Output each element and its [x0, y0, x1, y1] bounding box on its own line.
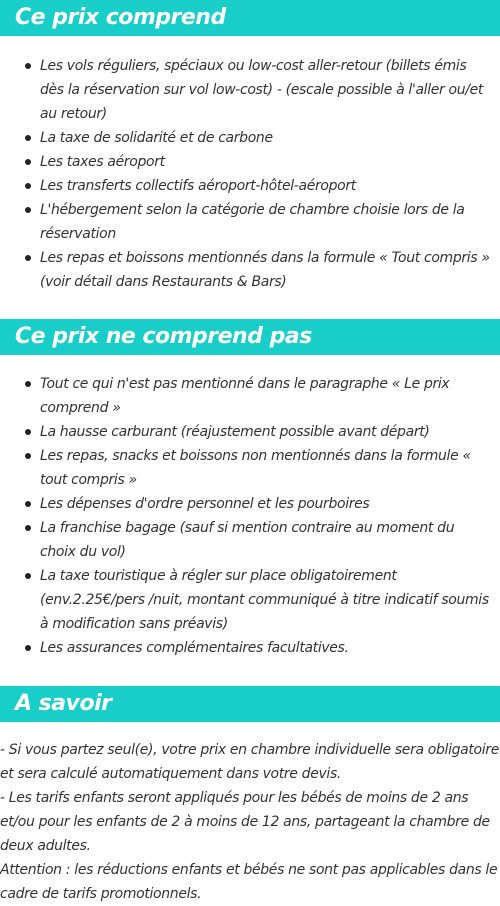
list-item-text: La franchise bagage (sauf si mention contraire au moment du choix du vol)	[40, 520, 455, 560]
bullet-icon	[25, 135, 31, 141]
list-item	[40, 372, 492, 420]
bullet-icon	[25, 573, 31, 579]
bullet-icon	[25, 525, 31, 531]
list-item	[40, 246, 492, 294]
list-item	[40, 198, 492, 246]
to-know-paragraph: - Si vous partez seul(e), votre prix en chambre individuelle sera obligatoire et sera calculé automatiquement dans votre devis.	[0, 742, 499, 782]
list-item-text: Les repas et boissons mentionnés dans la formule « Tout compris » (voir détail dans Restaurants & Bars)	[40, 250, 490, 290]
list-item-text: La hausse carburant (réajustement possible avant départ)	[40, 424, 430, 440]
list-item-text: Tout ce qui n'est pas mentionné dans le paragraphe « Le prix comprend »	[40, 376, 450, 416]
list-item-text: Les taxes aéroport	[40, 154, 165, 170]
bullet-icon	[25, 453, 31, 459]
list-item	[40, 636, 492, 660]
list-item	[40, 420, 492, 444]
bullet-icon	[25, 255, 31, 261]
list-item	[40, 150, 492, 174]
bullet-icon	[25, 159, 31, 165]
list-item-text: Les repas, snacks et boissons non mentionnés dans la formule « tout compris »	[40, 448, 471, 488]
to-know-paragraph: Attention : les réductions enfants et bébés ne sont pas applicables dans le cadre de tarifs promotionnels.	[0, 862, 498, 902]
bullet-icon	[25, 429, 31, 435]
bullet-icon	[25, 645, 31, 651]
bullet-icon	[25, 207, 31, 213]
to-know-text	[0, 738, 500, 906]
bullet-icon	[25, 381, 31, 387]
list-item	[40, 126, 492, 150]
list-item	[40, 174, 492, 198]
to-know-paragraph: - Les tarifs enfants seront appliqués pour les bébés de moins de 2 ans et/ou pour les enfants de 2 à moins de 12 ans, partageant la chambre de deux adultes.	[0, 790, 490, 854]
list-item	[40, 54, 492, 126]
included-list	[0, 54, 500, 294]
list-item-text: La taxe touristique à régler sur place obligatoirement (env.2.25€/pers /nuit, montant communiqué à titre indicatif soumis à modification sans préavis)	[40, 568, 489, 632]
section-title-included: Ce prix comprend	[0, 0, 500, 36]
list-item-text: La taxe de solidarité et de carbone	[40, 130, 273, 146]
bullet-icon	[25, 501, 31, 507]
excluded-list	[0, 372, 500, 660]
list-item-text: Les assurances complémentaires facultatives.	[40, 640, 349, 656]
list-item-text: Les transferts collectifs aéroport-hôtel-aéroport	[40, 178, 356, 194]
list-item-text: Les vols réguliers, spéciaux ou low-cost aller-retour (billets émis dès la réservation sur vol low-cost) - (escale possible à l'aller ou/et au retour)	[40, 58, 484, 122]
list-item	[40, 444, 492, 492]
section-title-excluded: Ce prix ne comprend pas	[0, 319, 500, 355]
list-item-text: L'hébergement selon la catégorie de chambre choisie lors de la réservation	[40, 202, 465, 242]
list-item	[40, 492, 492, 516]
list-item	[40, 516, 492, 564]
list-item	[40, 564, 492, 636]
bullet-icon	[25, 63, 31, 69]
list-item-text: Les dépenses d'ordre personnel et les pourboires	[40, 496, 370, 512]
bullet-icon	[25, 183, 31, 189]
section-title-to-know: A savoir	[0, 686, 500, 722]
